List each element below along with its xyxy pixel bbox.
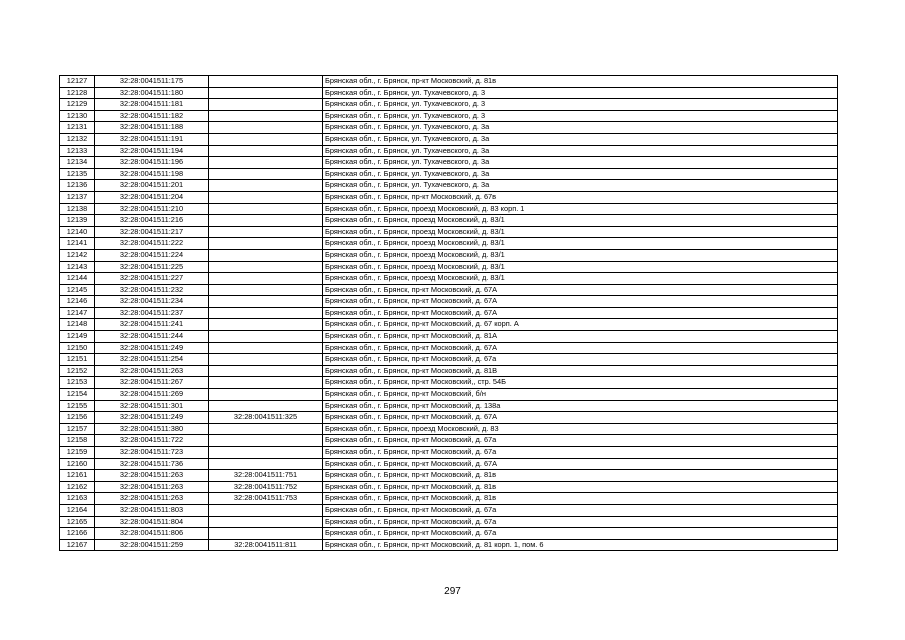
- address-cell: Брянская обл., г. Брянск, ул. Тухачевского, д. 3а: [323, 168, 838, 180]
- row-number-cell: 12159: [60, 447, 95, 459]
- address-cell: Брянская обл., г. Брянск, ул. Тухачевского, д. 3а: [323, 180, 838, 192]
- table-row: [60, 516, 838, 528]
- related-cadastral-number-cell: [209, 342, 323, 354]
- cadastral-number-cell: 32:28:0041511:180: [95, 87, 209, 99]
- row-number-cell: 12138: [60, 203, 95, 215]
- table-row: [60, 203, 838, 215]
- cadastral-number-cell: 32:28:0041511:263: [95, 365, 209, 377]
- address-cell: Брянская обл., г. Брянск, проезд Московский, д. 83/1: [323, 273, 838, 285]
- address-cell: Брянская обл., г. Брянск, ул. Тухачевского, д. 3а: [323, 122, 838, 134]
- address-cell: Брянская обл., г. Брянск, ул. Тухачевского, д. 3: [323, 99, 838, 111]
- table-row: [60, 87, 838, 99]
- table-row: [60, 180, 838, 192]
- row-number-cell: 12142: [60, 249, 95, 261]
- related-cadastral-number-cell: 32:28:0041511:811: [209, 539, 323, 551]
- address-cell: Брянская обл., г. Брянск, пр-кт Московский, д. 67 корп. А: [323, 319, 838, 331]
- row-number-cell: 12164: [60, 504, 95, 516]
- cadastral-number-cell: 32:28:0041511:263: [95, 470, 209, 482]
- address-cell: Брянская обл., г. Брянск, проезд Московский, д. 83 корп. 1: [323, 203, 838, 215]
- cadastral-number-cell: 32:28:0041511:237: [95, 307, 209, 319]
- address-cell: Брянская обл., г. Брянск, пр-кт Московский, д. 67А: [323, 458, 838, 470]
- row-number-cell: 12148: [60, 319, 95, 331]
- registry-table-body: [60, 76, 838, 551]
- cadastral-number-cell: 32:28:0041511:263: [95, 481, 209, 493]
- cadastral-number-cell: 32:28:0041511:216: [95, 215, 209, 227]
- related-cadastral-number-cell: [209, 261, 323, 273]
- cadastral-number-cell: 32:28:0041511:249: [95, 412, 209, 424]
- cadastral-number-cell: 32:28:0041511:254: [95, 354, 209, 366]
- table-row: [60, 377, 838, 389]
- row-number-cell: 12152: [60, 365, 95, 377]
- related-cadastral-number-cell: 32:28:0041511:753: [209, 493, 323, 505]
- row-number-cell: 12153: [60, 377, 95, 389]
- cadastral-number-cell: 32:28:0041511:232: [95, 284, 209, 296]
- address-cell: Брянская обл., г. Брянск, пр-кт Московский, д. 67А: [323, 296, 838, 308]
- related-cadastral-number-cell: [209, 157, 323, 169]
- table-row: [60, 365, 838, 377]
- row-number-cell: 12166: [60, 528, 95, 540]
- table-row: [60, 447, 838, 459]
- cadastral-number-cell: 32:28:0041511:234: [95, 296, 209, 308]
- address-cell: Брянская обл., г. Брянск, пр-кт Московский, д. 81в: [323, 470, 838, 482]
- table-row: [60, 261, 838, 273]
- address-cell: Брянская обл., г. Брянск, пр-кт Московский, д. 67в: [323, 191, 838, 203]
- row-number-cell: 12161: [60, 470, 95, 482]
- row-number-cell: 12144: [60, 273, 95, 285]
- row-number-cell: 12158: [60, 435, 95, 447]
- table-row: [60, 528, 838, 540]
- row-number-cell: 12137: [60, 191, 95, 203]
- row-number-cell: 12155: [60, 400, 95, 412]
- table-row: [60, 284, 838, 296]
- related-cadastral-number-cell: [209, 87, 323, 99]
- row-number-cell: 12141: [60, 238, 95, 250]
- address-cell: Брянская обл., г. Брянск, ул. Тухачевского, д. 3: [323, 110, 838, 122]
- table-row: [60, 249, 838, 261]
- cadastral-number-cell: 32:28:0041511:225: [95, 261, 209, 273]
- cadastral-number-cell: 32:28:0041511:196: [95, 157, 209, 169]
- table-row: [60, 99, 838, 111]
- row-number-cell: 12154: [60, 389, 95, 401]
- related-cadastral-number-cell: [209, 215, 323, 227]
- cadastral-number-cell: 32:28:0041511:198: [95, 168, 209, 180]
- cadastral-number-cell: 32:28:0041511:269: [95, 389, 209, 401]
- page-number: 297: [444, 586, 461, 597]
- address-cell: Брянская обл., г. Брянск, пр-кт Московский, д. 81в: [323, 481, 838, 493]
- related-cadastral-number-cell: 32:28:0041511:751: [209, 470, 323, 482]
- related-cadastral-number-cell: [209, 296, 323, 308]
- cadastral-number-cell: 32:28:0041511:723: [95, 447, 209, 459]
- address-cell: Брянская обл., г. Брянск, пр-кт Московский, д. 67а: [323, 528, 838, 540]
- table-row: [60, 122, 838, 134]
- related-cadastral-number-cell: [209, 99, 323, 111]
- address-cell: Брянская обл., г. Брянск, проезд Московский, д. 83/1: [323, 261, 838, 273]
- related-cadastral-number-cell: [209, 76, 323, 88]
- address-cell: Брянская обл., г. Брянск, проезд Московский, д. 83: [323, 423, 838, 435]
- table-row: [60, 133, 838, 145]
- related-cadastral-number-cell: [209, 249, 323, 261]
- related-cadastral-number-cell: [209, 331, 323, 343]
- address-cell: Брянская обл., г. Брянск, пр-кт Московский, д. 67а: [323, 435, 838, 447]
- related-cadastral-number-cell: [209, 238, 323, 250]
- cadastral-number-cell: 32:28:0041511:259: [95, 539, 209, 551]
- row-number-cell: 12167: [60, 539, 95, 551]
- cadastral-number-cell: 32:28:0041511:301: [95, 400, 209, 412]
- table-row: [60, 470, 838, 482]
- table-row: [60, 296, 838, 308]
- cadastral-number-cell: 32:28:0041511:175: [95, 76, 209, 88]
- address-cell: Брянская обл., г. Брянск, ул. Тухачевского, д. 3а: [323, 133, 838, 145]
- row-number-cell: 12127: [60, 76, 95, 88]
- table-row: [60, 423, 838, 435]
- cadastral-number-cell: 32:28:0041511:222: [95, 238, 209, 250]
- related-cadastral-number-cell: [209, 435, 323, 447]
- related-cadastral-number-cell: [209, 528, 323, 540]
- table-row: [60, 215, 838, 227]
- table-row: [60, 331, 838, 343]
- cadastral-number-cell: 32:28:0041511:191: [95, 133, 209, 145]
- address-cell: Брянская обл., г. Брянск, проезд Московский, д. 83/1: [323, 226, 838, 238]
- cadastral-number-cell: 32:28:0041511:227: [95, 273, 209, 285]
- cadastral-number-cell: 32:28:0041511:194: [95, 145, 209, 157]
- related-cadastral-number-cell: 32:28:0041511:325: [209, 412, 323, 424]
- table-row: [60, 493, 838, 505]
- row-number-cell: 12131: [60, 122, 95, 134]
- address-cell: Брянская обл., г. Брянск, ул. Тухачевского, д. 3а: [323, 157, 838, 169]
- row-number-cell: 12149: [60, 331, 95, 343]
- related-cadastral-number-cell: [209, 377, 323, 389]
- cadastral-number-cell: 32:28:0041511:204: [95, 191, 209, 203]
- related-cadastral-number-cell: [209, 354, 323, 366]
- table-row: [60, 539, 838, 551]
- row-number-cell: 12150: [60, 342, 95, 354]
- table-row: [60, 145, 838, 157]
- related-cadastral-number-cell: [209, 180, 323, 192]
- row-number-cell: 12132: [60, 133, 95, 145]
- row-number-cell: 12143: [60, 261, 95, 273]
- address-cell: Брянская обл., г. Брянск, пр-кт Московский,, стр. 54Б: [323, 377, 838, 389]
- address-cell: Брянская обл., г. Брянск, пр-кт Московский, д. 81А: [323, 331, 838, 343]
- cadastral-number-cell: 32:28:0041511:267: [95, 377, 209, 389]
- address-cell: Брянская обл., г. Брянск, ул. Тухачевского, д. 3а: [323, 145, 838, 157]
- cadastral-number-cell: 32:28:0041511:217: [95, 226, 209, 238]
- row-number-cell: 12151: [60, 354, 95, 366]
- row-number-cell: 12160: [60, 458, 95, 470]
- related-cadastral-number-cell: [209, 191, 323, 203]
- cadastral-number-cell: 32:28:0041511:201: [95, 180, 209, 192]
- table-row: [60, 273, 838, 285]
- table-row: [60, 238, 838, 250]
- address-cell: Брянская обл., г. Брянск, пр-кт Московский, д. 81в: [323, 493, 838, 505]
- cadastral-number-cell: 32:28:0041511:806: [95, 528, 209, 540]
- table-row: [60, 504, 838, 516]
- related-cadastral-number-cell: [209, 226, 323, 238]
- row-number-cell: 12145: [60, 284, 95, 296]
- cadastral-number-cell: 32:28:0041511:249: [95, 342, 209, 354]
- address-cell: Брянская обл., г. Брянск, пр-кт Московский, д. 138а: [323, 400, 838, 412]
- row-number-cell: 12139: [60, 215, 95, 227]
- table-row: [60, 481, 838, 493]
- table-row: [60, 400, 838, 412]
- table-row: [60, 319, 838, 331]
- address-cell: Брянская обл., г. Брянск, пр-кт Московский, д. 67А: [323, 284, 838, 296]
- row-number-cell: 12147: [60, 307, 95, 319]
- table-row: [60, 458, 838, 470]
- address-cell: Брянская обл., г. Брянск, пр-кт Московский, д. 67а: [323, 504, 838, 516]
- related-cadastral-number-cell: [209, 319, 323, 331]
- related-cadastral-number-cell: 32:28:0041511:752: [209, 481, 323, 493]
- row-number-cell: 12146: [60, 296, 95, 308]
- related-cadastral-number-cell: [209, 458, 323, 470]
- row-number-cell: 12135: [60, 168, 95, 180]
- cadastral-number-cell: 32:28:0041511:244: [95, 331, 209, 343]
- address-cell: Брянская обл., г. Брянск, пр-кт Московский, б/н: [323, 389, 838, 401]
- address-cell: Брянская обл., г. Брянск, пр-кт Московский, д. 81 корп. 1, пом. 6: [323, 539, 838, 551]
- related-cadastral-number-cell: [209, 389, 323, 401]
- row-number-cell: 12157: [60, 423, 95, 435]
- row-number-cell: 12128: [60, 87, 95, 99]
- related-cadastral-number-cell: [209, 284, 323, 296]
- related-cadastral-number-cell: [209, 273, 323, 285]
- address-cell: Брянская обл., г. Брянск, ул. Тухачевского, д. 3: [323, 87, 838, 99]
- table-row: [60, 389, 838, 401]
- address-cell: Брянская обл., г. Брянск, пр-кт Московский, д. 67а: [323, 516, 838, 528]
- row-number-cell: 12156: [60, 412, 95, 424]
- address-cell: Брянская обл., г. Брянск, пр-кт Московский, д. 67А: [323, 307, 838, 319]
- cadastral-number-cell: 32:28:0041511:181: [95, 99, 209, 111]
- address-cell: Брянская обл., г. Брянск, пр-кт Московский, д. 81в: [323, 76, 838, 88]
- related-cadastral-number-cell: [209, 447, 323, 459]
- related-cadastral-number-cell: [209, 400, 323, 412]
- address-cell: Брянская обл., г. Брянск, пр-кт Московский, д. 67А: [323, 342, 838, 354]
- address-cell: Брянская обл., г. Брянск, пр-кт Московский, д. 67а: [323, 354, 838, 366]
- row-number-cell: 12134: [60, 157, 95, 169]
- table-row: [60, 110, 838, 122]
- related-cadastral-number-cell: [209, 145, 323, 157]
- row-number-cell: 12163: [60, 493, 95, 505]
- related-cadastral-number-cell: [209, 122, 323, 134]
- cadastral-number-cell: 32:28:0041511:263: [95, 493, 209, 505]
- address-cell: Брянская обл., г. Брянск, пр-кт Московский, д. 81В: [323, 365, 838, 377]
- related-cadastral-number-cell: [209, 307, 323, 319]
- related-cadastral-number-cell: [209, 516, 323, 528]
- address-cell: Брянская обл., г. Брянск, проезд Московский, д. 83/1: [323, 238, 838, 250]
- row-number-cell: 12133: [60, 145, 95, 157]
- table-row: [60, 226, 838, 238]
- address-cell: Брянская обл., г. Брянск, пр-кт Московский, д. 67А: [323, 412, 838, 424]
- row-number-cell: 12130: [60, 110, 95, 122]
- cadastral-number-cell: 32:28:0041511:210: [95, 203, 209, 215]
- cadastral-number-cell: 32:28:0041511:188: [95, 122, 209, 134]
- table-row: [60, 76, 838, 88]
- related-cadastral-number-cell: [209, 365, 323, 377]
- row-number-cell: 12165: [60, 516, 95, 528]
- cadastral-number-cell: 32:28:0041511:803: [95, 504, 209, 516]
- cadastral-number-cell: 32:28:0041511:182: [95, 110, 209, 122]
- related-cadastral-number-cell: [209, 133, 323, 145]
- related-cadastral-number-cell: [209, 168, 323, 180]
- table-row: [60, 412, 838, 424]
- cadastral-number-cell: 32:28:0041511:722: [95, 435, 209, 447]
- row-number-cell: 12140: [60, 226, 95, 238]
- row-number-cell: 12129: [60, 99, 95, 111]
- cadastral-number-cell: 32:28:0041511:380: [95, 423, 209, 435]
- row-number-cell: 12162: [60, 481, 95, 493]
- table-row: [60, 435, 838, 447]
- table-row: [60, 342, 838, 354]
- address-cell: Брянская обл., г. Брянск, проезд Московский, д. 83/1: [323, 249, 838, 261]
- table-row: [60, 157, 838, 169]
- related-cadastral-number-cell: [209, 504, 323, 516]
- related-cadastral-number-cell: [209, 110, 323, 122]
- cadastral-number-cell: 32:28:0041511:241: [95, 319, 209, 331]
- table-row: [60, 307, 838, 319]
- table-row: [60, 191, 838, 203]
- address-cell: Брянская обл., г. Брянск, проезд Московский, д. 83/1: [323, 215, 838, 227]
- cadastral-number-cell: 32:28:0041511:804: [95, 516, 209, 528]
- table-row: [60, 354, 838, 366]
- related-cadastral-number-cell: [209, 203, 323, 215]
- row-number-cell: 12136: [60, 180, 95, 192]
- property-registry-table: [59, 75, 838, 551]
- cadastral-number-cell: 32:28:0041511:736: [95, 458, 209, 470]
- table-row: [60, 168, 838, 180]
- cadastral-number-cell: 32:28:0041511:224: [95, 249, 209, 261]
- related-cadastral-number-cell: [209, 423, 323, 435]
- address-cell: Брянская обл., г. Брянск, пр-кт Московский, д. 67а: [323, 447, 838, 459]
